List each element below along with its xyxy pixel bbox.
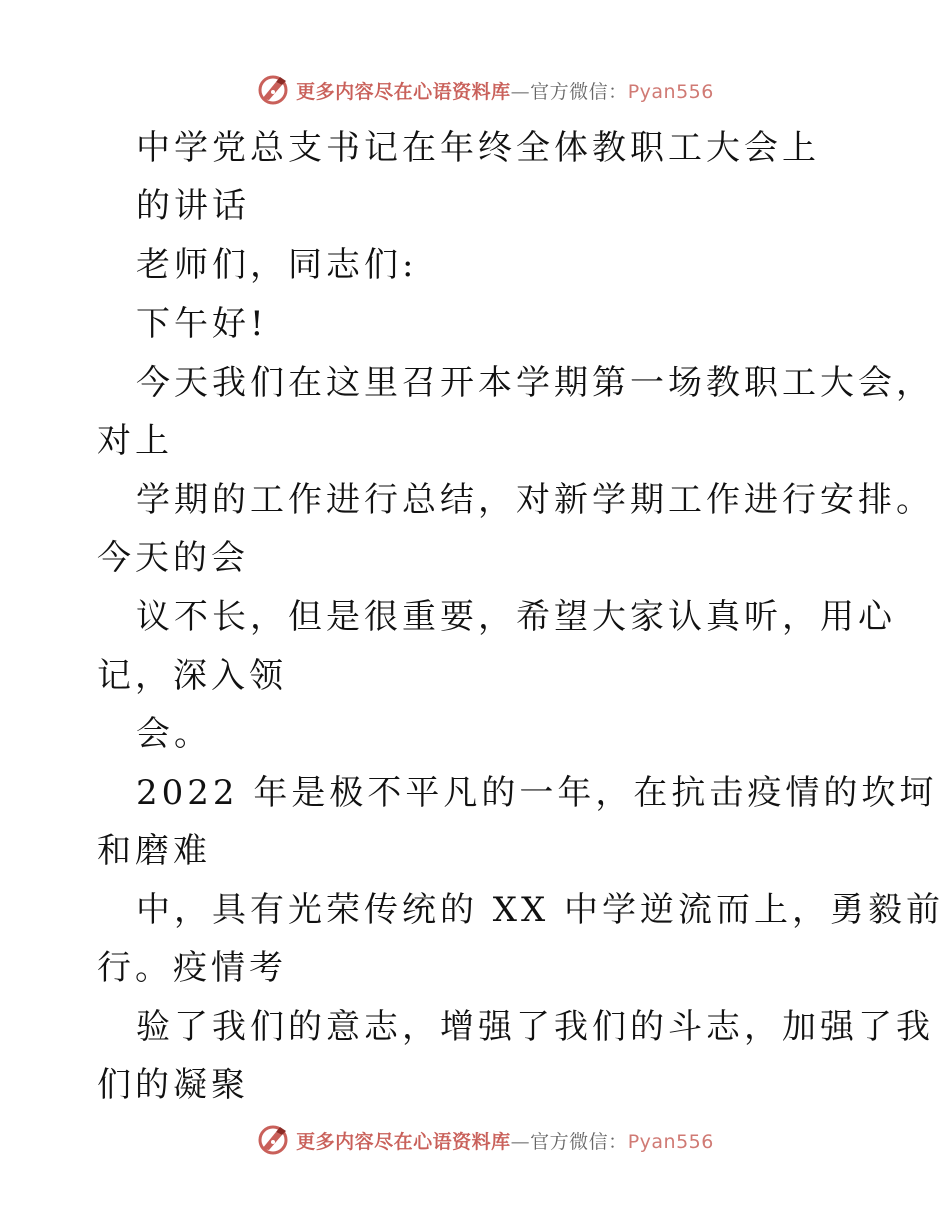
banner-slogan: 更多内容尽在心语资料库 (296, 80, 511, 103)
paragraph-line: 记，深入领 (97, 656, 287, 696)
header-banner-text (296, 77, 714, 104)
paragraph-line: 中，具有光荣传统的 XX 中学逆流而上，勇毅前 (136, 890, 945, 930)
paragraph-line: 和磨难 (97, 831, 211, 871)
banner-wechat-id: Pyan556 (627, 1130, 714, 1153)
paragraph-line: 们的凝聚 (97, 1065, 249, 1105)
paragraph-line: 学期的工作进行总结，对新学期工作进行安排。 (136, 480, 934, 520)
footer-banner-inner (256, 1123, 714, 1157)
banner-dash: — (510, 1130, 531, 1153)
paragraph-line: 对上 (97, 421, 173, 461)
salutation-line: 老师们，同志们: (136, 245, 418, 285)
header-watermark-banner (0, 70, 950, 110)
paragraph-line: 今天我们在这里召开本学期第一场教职工大会， (136, 363, 934, 403)
greeting-line: 下午好! (136, 304, 268, 344)
footer-banner-text (296, 1127, 714, 1154)
footer-watermark-banner (0, 1120, 950, 1160)
paragraph-line: 会。 (136, 714, 212, 754)
banner-wechat-label: 官方微信： (530, 1130, 628, 1153)
pen-nib-logo-icon (256, 73, 290, 107)
document-title-line-2: 的讲话 (136, 186, 250, 226)
header-banner-inner (256, 73, 714, 107)
banner-wechat-id: Pyan556 (627, 80, 714, 103)
banner-dash: — (510, 80, 531, 103)
paragraph-line: 行。疫情考 (97, 948, 287, 988)
paragraph-line: 验了我们的意志，增强了我们的斗志，加强了我 (136, 1007, 934, 1047)
paragraph-line: 2022 年是极不平凡的一年，在抗击疫情的坎坷 (136, 773, 938, 813)
banner-slogan: 更多内容尽在心语资料库 (296, 1130, 511, 1153)
document-title-line-1: 中学党总支书记在年终全体教职工大会上 (136, 128, 820, 168)
paragraph-line: 今天的会 (97, 538, 249, 578)
pen-nib-logo-icon (256, 1123, 290, 1157)
banner-wechat-label: 官方微信： (530, 80, 628, 103)
paragraph-line: 议不长，但是很重要，希望大家认真听，用心 (136, 597, 896, 637)
